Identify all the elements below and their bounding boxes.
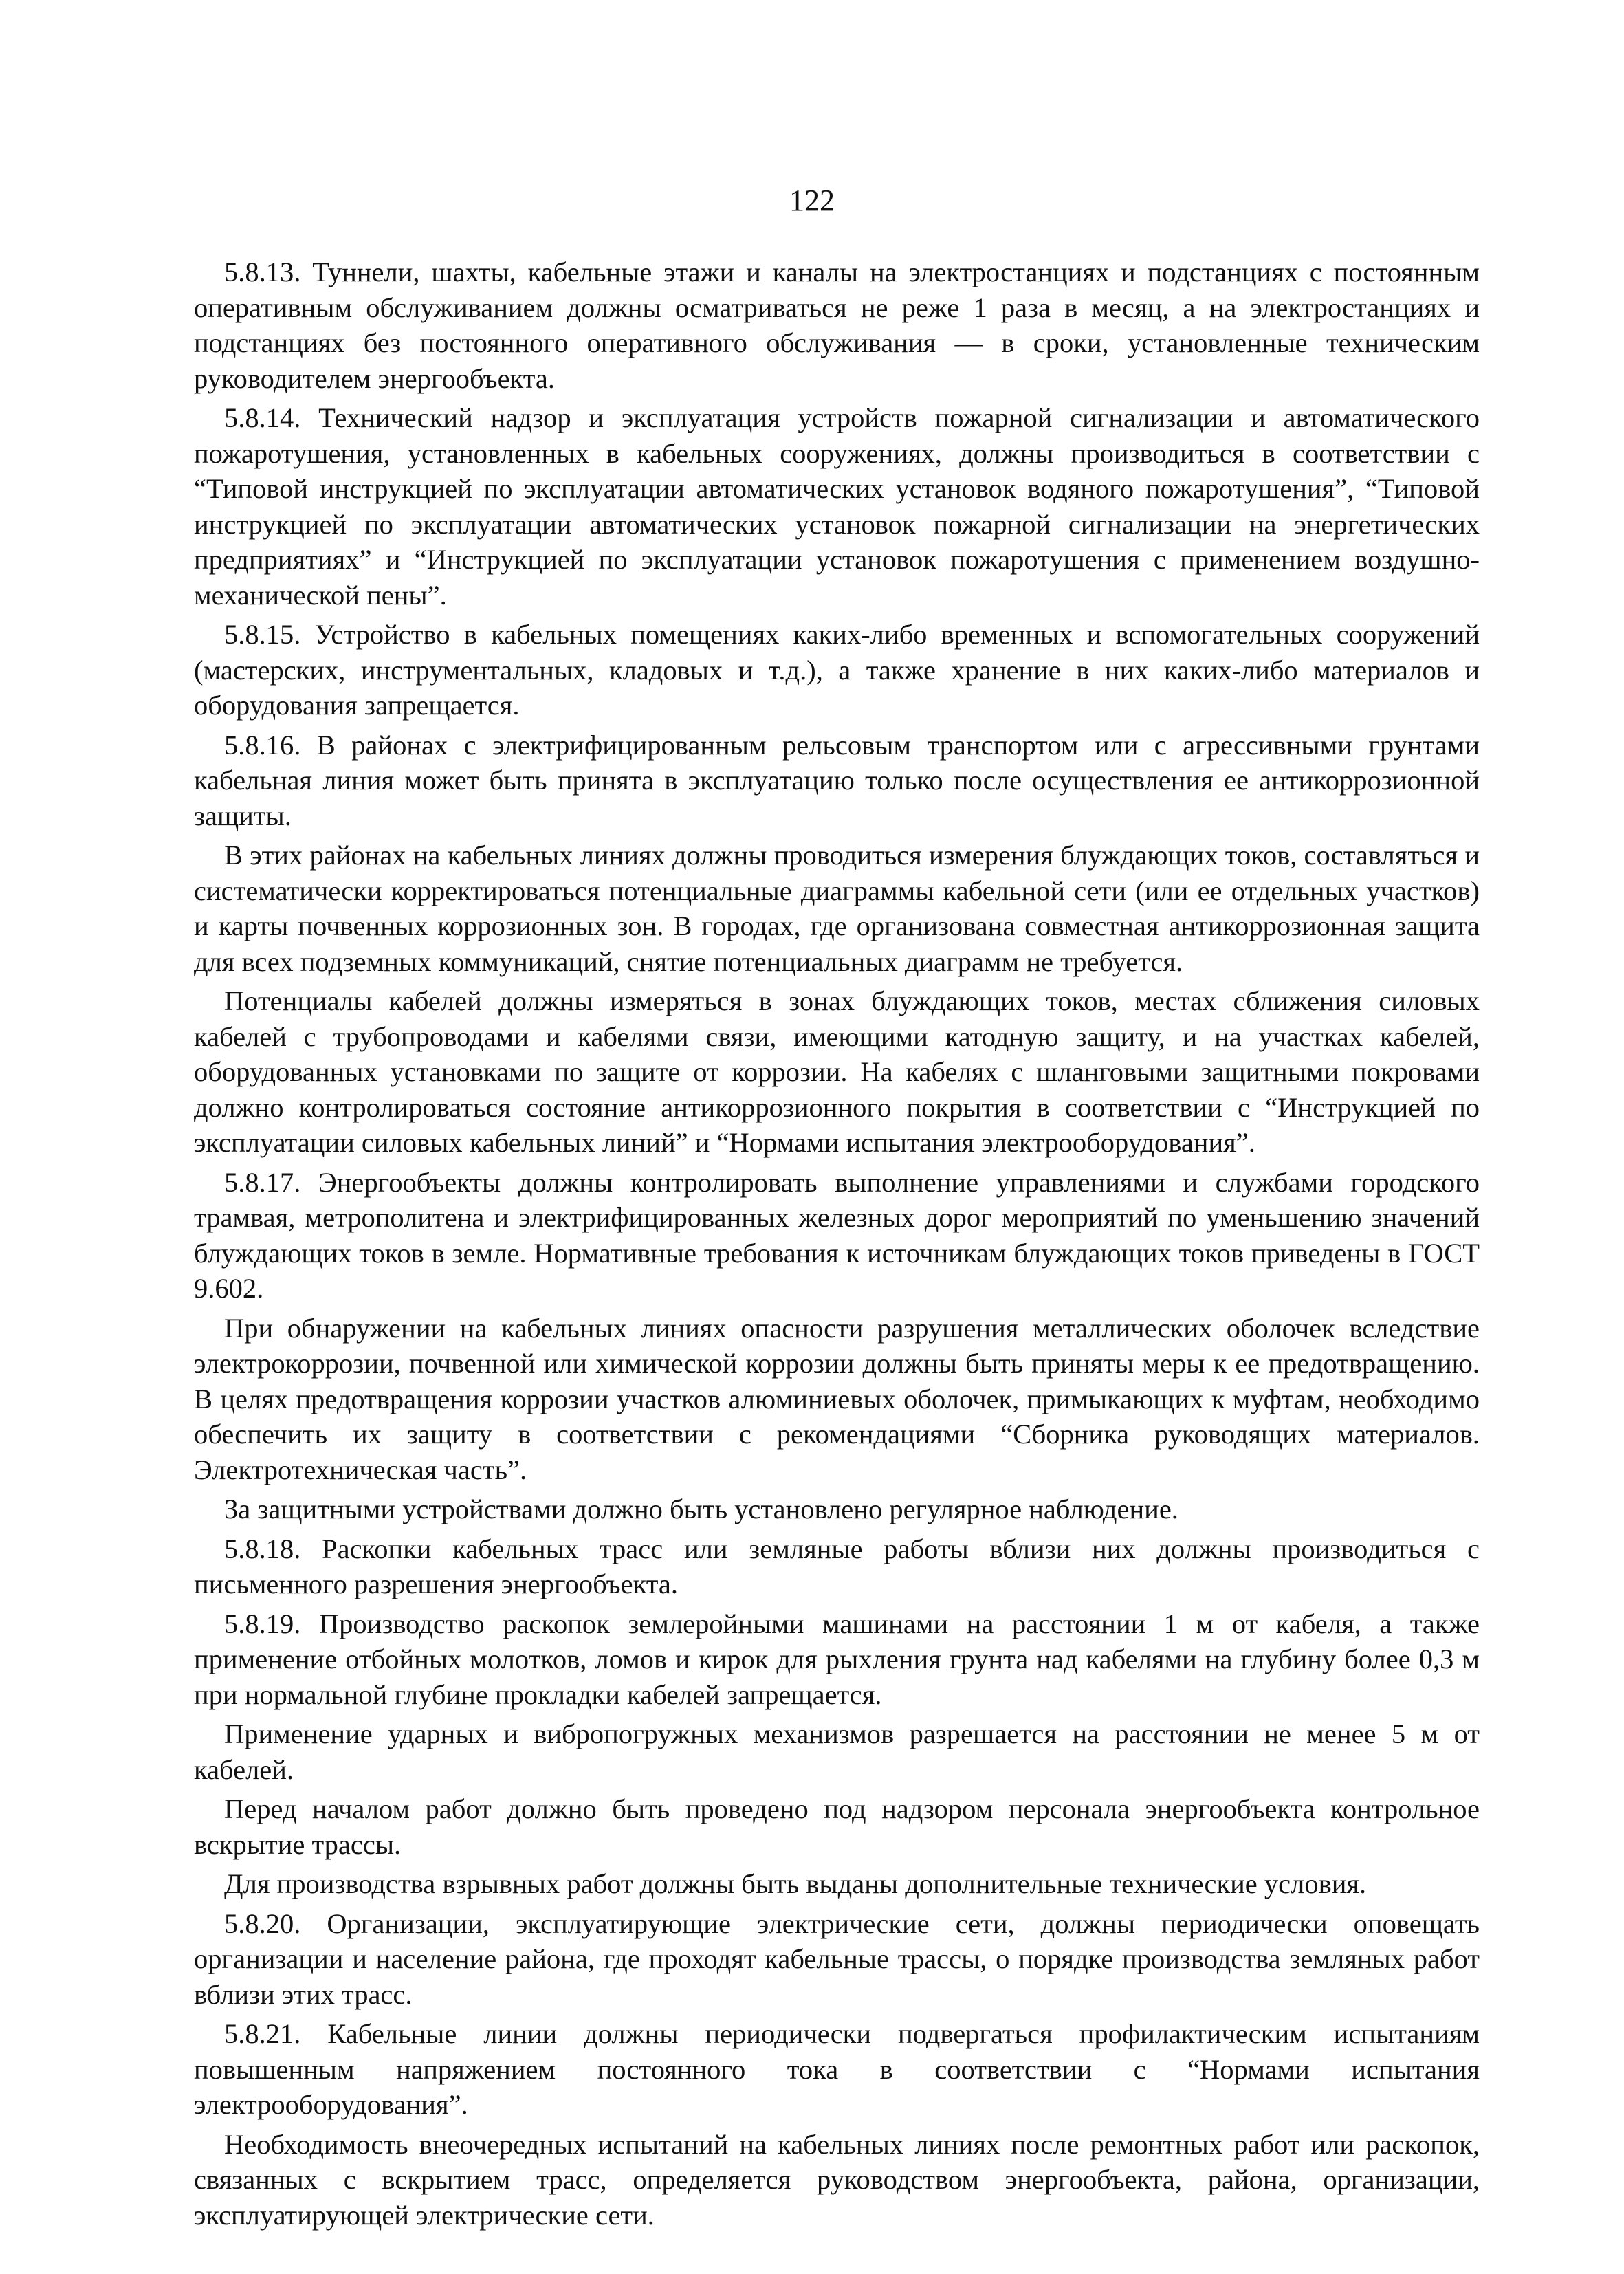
paragraph-5-8-13: 5.8.13. Туннели, шахты, кабельные этажи и каналы на электростанциях и подстанциях с постоянным оперативным обслуживанием должны осматриваться не реже 1 раза в месяц, а на электростанциях и подстанциях без постоянного оперативного обслуживания — в сроки, установленные техническим руководителем энергообъекта. bbox=[194, 256, 1480, 394]
paragraph-stray-current-measurements: В этих районах на кабельных линиях должны проводиться измерения блуждающих токов, составляться и систематически корректироваться потенциальные диаграммы кабельной сети (или ее отдельных участков) и карты почвенных коррозионных зон. В городах, где организована совместная антикоррозионная защита для всех подземных коммуникаций, снятие потенциальных диаграмм не требуется. bbox=[194, 840, 1480, 977]
paragraph-cable-potentials: Потенциалы кабелей должны измеряться в зонах блуждающих токов, местах сближения силовых кабелей с трубопроводами и кабелями связи, имеющими катодную защиту, и на участках кабелей, оборудованных установками по защите от коррозии. На кабелях с шланговыми защитными покровами должно контролироваться состояние антикоррозионного покрытия в соответствии с “Инструкцией по эксплуатации силовых кабельных линий” и “Нормами испытания электрооборудования”. bbox=[194, 985, 1480, 1158]
document-body bbox=[194, 254, 1480, 2237]
paragraph-5-8-14: 5.8.14. Технический надзор и эксплуатация устройств пожарной сигнализации и автоматического пожаротушения, установленных в кабельных сооружениях, должны производиться в соответствии с “Типовой инструкцией по эксплуатации автоматических установок водяного пожаротушения”, “Типовой инструкцией по эксплуатации автоматических установок пожарной сигнализации на энергетических предприятиях” и “Инструкцией по эксплуатации установок пожаротушения с применением воздушно-механической пены”. bbox=[194, 402, 1480, 611]
paragraph-5-8-20: 5.8.20. Организации, эксплуатирующие электрические сети, должны периодически оповещать организации и население района, где проходят кабельные трассы, о порядке производства земляных работ вблизи этих трасс. bbox=[194, 1907, 1480, 2010]
paragraph-protective-devices: За защитными устройствами должно быть установлено регулярное наблюдение. bbox=[224, 1494, 1178, 1524]
paragraph-control-opening: Перед началом работ должно быть проведено под надзором персонала энергообъекта контрольное вскрытие трассы. bbox=[194, 1793, 1480, 1860]
paragraph-5-8-17: 5.8.17. Энергообъекты должны контролировать выполнение управлениями и службами городского трамвая, метрополитена и электрифицированных железных дорог мероприятий по уменьшению значений блуждающих токов в земле. Нормативные требования к источникам блуждающих токов приведены в ГОСТ 9.602. bbox=[194, 1166, 1480, 1304]
paragraph-5-8-16: 5.8.16. В районах с электрифицированным рельсовым транспортом или с агрессивными грунтами кабельная линия может быть принята в эксплуатацию только после осуществления ее антикоррозионной защиты. bbox=[194, 729, 1480, 831]
page-number: 122 bbox=[789, 184, 835, 217]
paragraph-5-8-15: 5.8.15. Устройство в кабельных помещениях каких-либо временных и вспомогательных сооружений (мастерских, инструментальных, кладовых и т.д.), а также хранение в них каких-либо материалов и оборудования запрещается. bbox=[194, 619, 1480, 721]
paragraph-extra-tests: Необходимость внеочередных испытаний на кабельных линиях после ремонтных работ или раскопок, связанных с вскрытием трасс, определяется руководством энергообъекта, района, организации, эксплуатирующей электрические сети. bbox=[194, 2128, 1480, 2231]
paragraph-blasting-works: Для производства взрывных работ должны быть выданы дополнительные технические условия. bbox=[224, 1868, 1367, 1899]
paragraph-impact-mechanisms: Применение ударных и вибропогружных механизмов разрешается на расстоянии не менее 5 м от кабелей. bbox=[194, 1718, 1480, 1785]
paragraph-corrosion-prevention: При обнаружении на кабельных линиях опасности разрушения металлических оболочек вследствие электрокоррозии, почвенной или химической коррозии должны быть приняты меры к ее предотвращению. В целях предотвращения коррозии участков алюминиевых оболочек, примыкающих к муфтам, необходимо обеспечить их защиту в соответствии с рекомендациями “Сборника руководящих материалов. Электротехническая часть”. bbox=[194, 1312, 1480, 1485]
paragraph-5-8-18: 5.8.18. Раскопки кабельных трасс или земляные работы вблизи них должны производиться с письменного разрешения энергообъекта. bbox=[194, 1533, 1480, 1599]
paragraph-5-8-21: 5.8.21. Кабельные линии должны периодически подвергаться профилактическим испытаниям повышенным напряжением постоянного тока в соответствии с “Нормами испытания электрооборудования”. bbox=[194, 2018, 1480, 2120]
paragraph-5-8-19: 5.8.19. Производство раскопок землеройными машинами на расстоянии 1 м от кабеля, а также применение отбойных молотков, ломов и кирок для рыхления грунта над кабелями на глубину более 0,3 м при нормальной глубине прокладки кабелей запрещается. bbox=[194, 1608, 1480, 1710]
